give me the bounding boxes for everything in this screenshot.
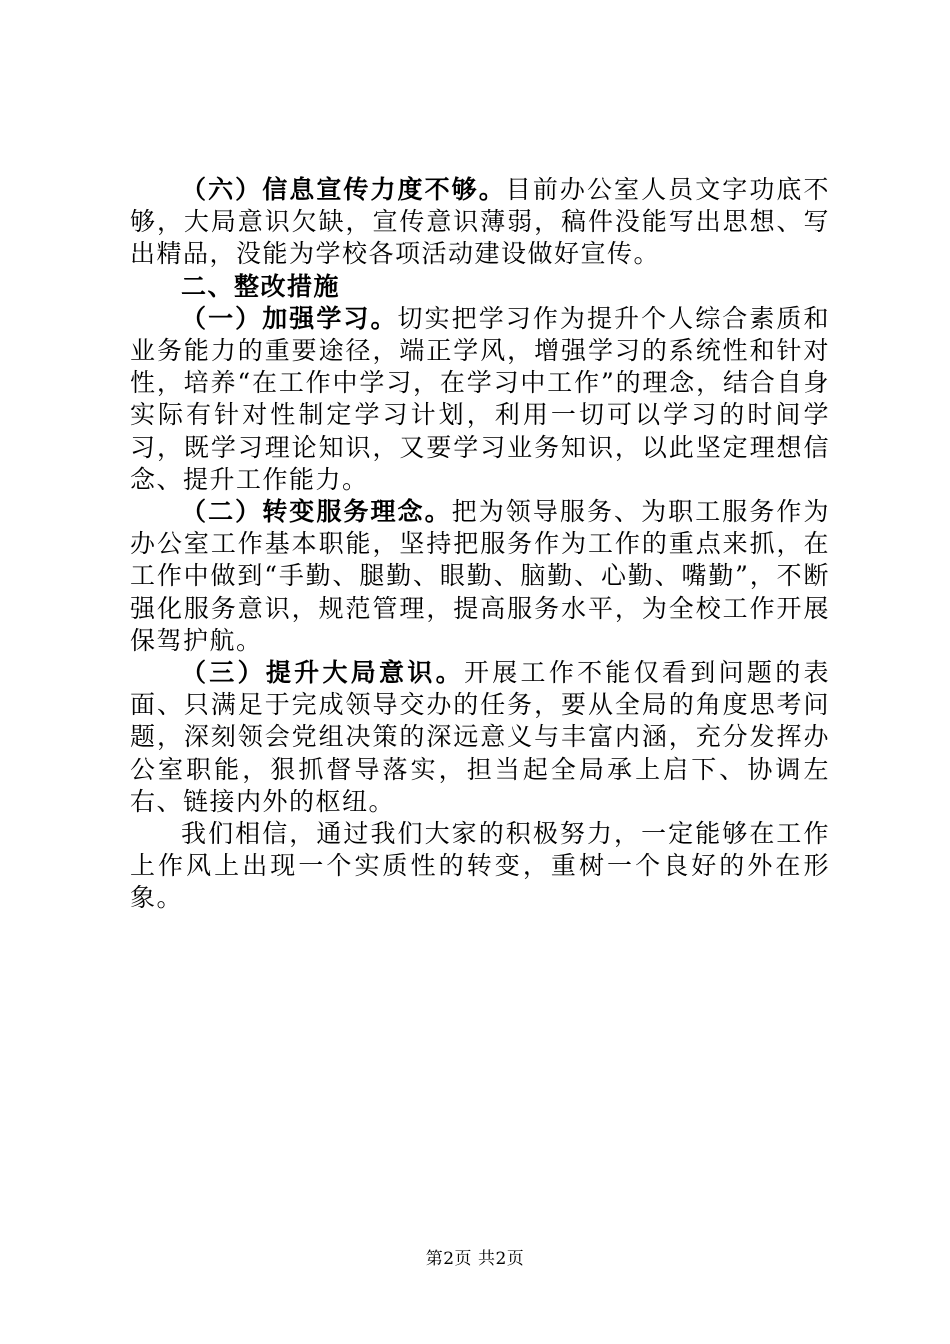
page-number-label: 第2页 共2页 [425,1249,525,1269]
paragraph-bold-lead: （一）加强学习。 [181,303,398,333]
paragraph-overall-awareness [130,657,830,818]
paragraph-info-publicity [130,174,830,271]
paragraph-conclusion [130,818,830,915]
paragraph-text: 切实把学习作为提升个人综合素质和业务能力的重要途径，端正学风，增强学习的系统性和针对性，培养“在工作中学习，在学习中工作”的理念，结合自身实际有针对性制定学习计划，利用一切可以学习的时间学习，既学习理论知识，又要学习业务知识，以此坚定理想信念、提升工作能力。 [130,303,830,494]
paragraph-text: 开展工作不能仅看到问题的表面、只满足于完成领导交办的任务，要从全局的角度思考问题，深刻领会党组决策的深远意义与丰富内涵，充分发挥办公室职能，狠抓督导落实，担当起全局承上启下、协调左右、链接内外的枢纽。 [130,658,830,816]
paragraph-bold-lead: （二）转变服务理念。 [181,497,452,527]
paragraph-text: 把为领导服务、为职工服务作为办公室工作基本职能，坚持把服务作为工作的重点来抓，在工作中做到“手勤、腿勤、眼勤、脑勤、心勤、嘴勤”，不断强化服务意识，规范管理，提高服务水平，为全校工作开展保驾护航。 [130,497,830,655]
paragraph-bold-lead: （六）信息宣传力度不够。 [181,175,506,204]
section-heading-rectification [130,271,830,303]
page-footer [0,1244,950,1269]
paragraph-bold-lead: （三）提升大局意识。 [181,658,464,688]
paragraph-text: 我们相信，通过我们大家的积极努力，一定能够在工作上作风上出现一个实质性的转变，重树一个良好的外在形象。 [130,819,830,913]
paragraph-service-concept [130,496,830,657]
document-body [130,174,830,915]
paragraph-text: 目前办公室人员文字功底不够，大局意识欠缺，宣传意识薄弱，稿件没能写出思想、写出精品，没能为学校各项活动建设做好宣传。 [130,175,830,269]
paragraph-strengthen-study [130,303,830,496]
section-heading-text: 二、整改措施 [181,271,341,301]
